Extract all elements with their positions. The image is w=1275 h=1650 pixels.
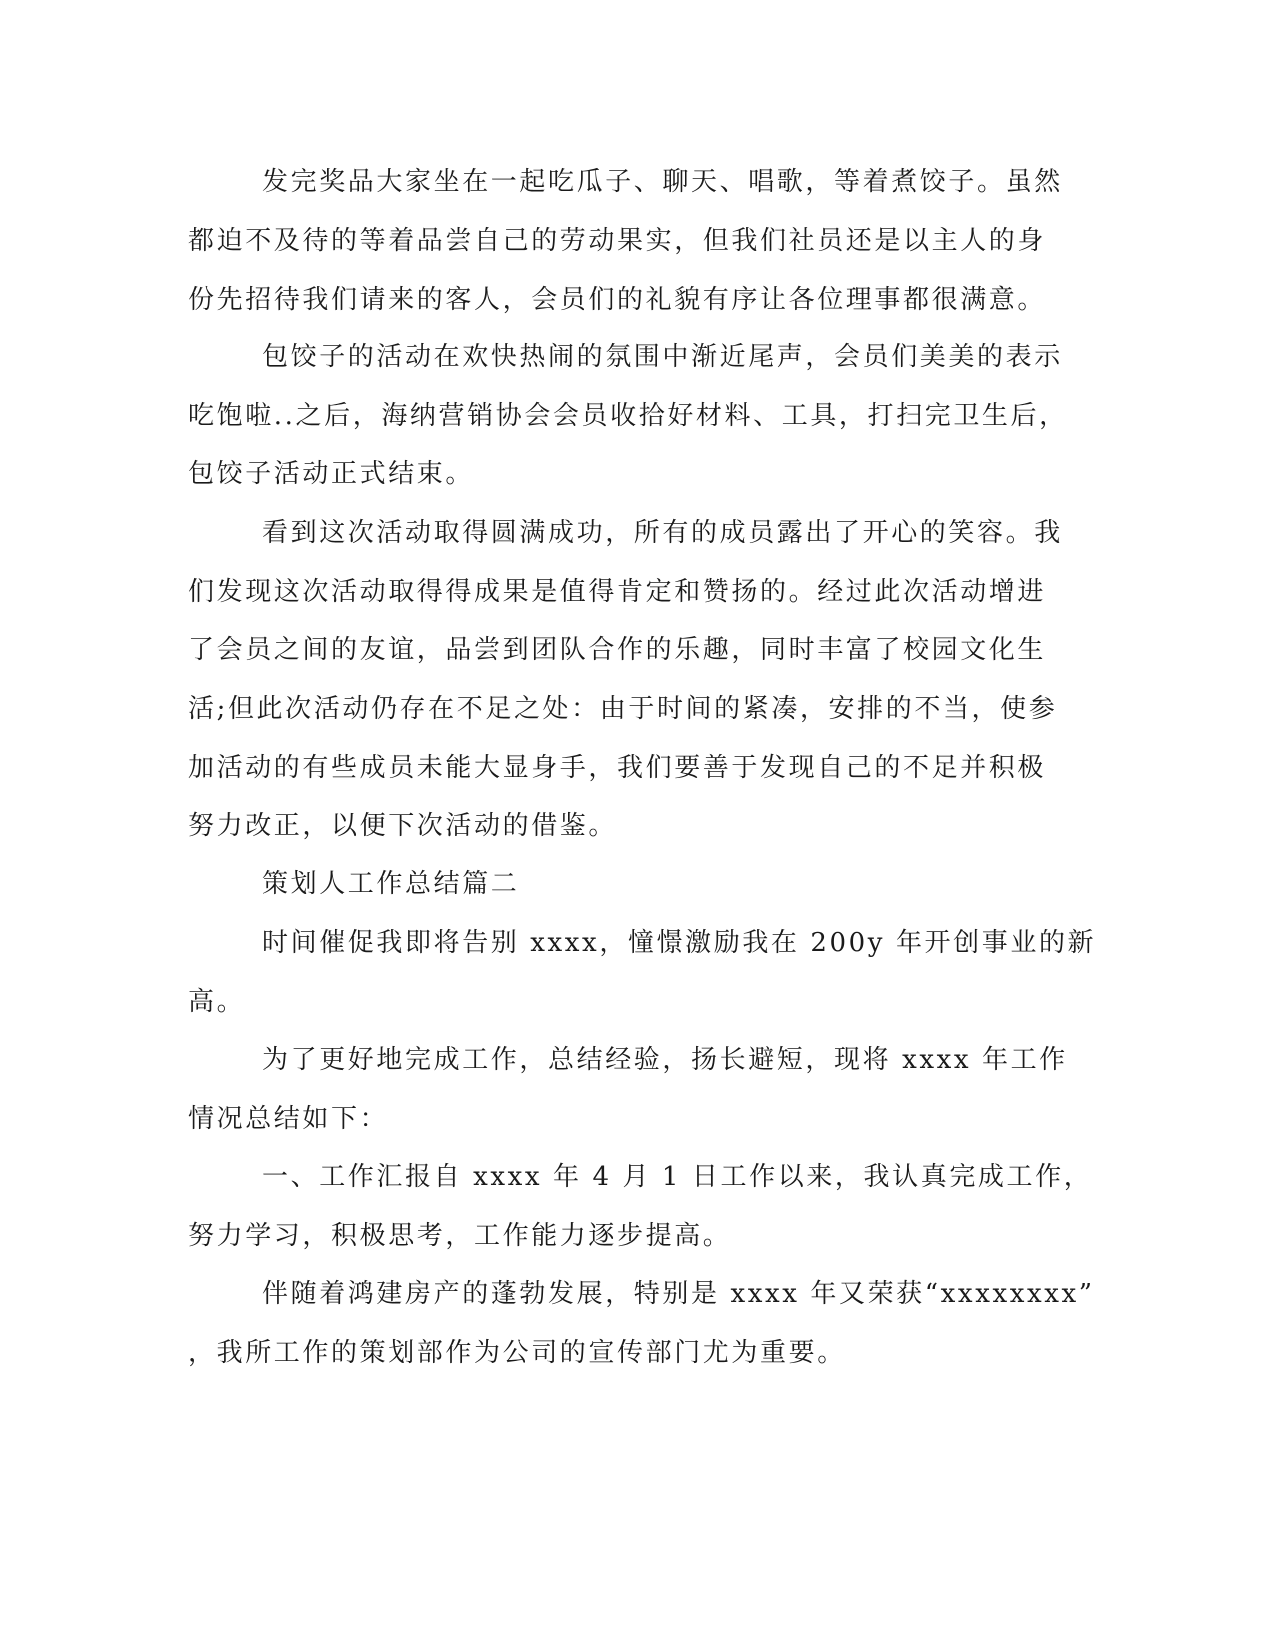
paragraph-line: 努力改正，以便下次活动的借鉴。 — [188, 811, 618, 841]
paragraph-line: 情况总结如下： — [188, 1104, 389, 1134]
paragraph-line: 份先招待我们请来的客人，会员们的礼貌有序让各位理事都很满意。 — [188, 285, 1047, 315]
paragraph-line: 们发现这次活动取得得成果是值得肯定和赞扬的。经过此次活动增进 — [188, 577, 1047, 607]
paragraph-line: 加活动的有些成员未能大显身手，我们要善于发现自己的不足并积极 — [188, 753, 1047, 783]
paragraph-line: 包饺子活动正式结束。 — [188, 459, 475, 489]
paragraph-line: 时间催促我即将告别 xxxx，憧憬激励我在 200y 年开创事业的新 — [262, 928, 1097, 958]
paragraph-line: 一、工作汇报自 xxxx 年 4 月 1 日工作以来，我认真完成工作， — [262, 1162, 1093, 1192]
paragraph-line: 包饺子的活动在欢快热闹的氛围中渐近尾声，会员们美美的表示 — [262, 342, 1063, 372]
paragraph-line: ，我所工作的策划部作为公司的宣传部门尤为重要。 — [188, 1338, 846, 1368]
paragraph-line: 看到这次活动取得圆满成功，所有的成员露出了开心的笑容。我 — [262, 518, 1063, 548]
paragraph-line: 都迫不及待的等着品尝自己的劳动果实，但我们社员还是以主人的身 — [188, 226, 1047, 256]
paragraph-line: 高。 — [188, 987, 246, 1017]
paragraph-line: 活;但此次活动仍存在不足之处：由于时间的紧凑，安排的不当，使参 — [188, 694, 1058, 724]
paragraph-line: 为了更好地完成工作，总结经验，扬长避短，现将 xxxx 年工作 — [262, 1045, 1068, 1075]
section-heading: 策划人工作总结篇二 — [262, 869, 520, 899]
paragraph-line: 努力学习，积极思考，工作能力逐步提高。 — [188, 1221, 732, 1251]
paragraph-line: 伴随着鸿建房产的蓬勃发展，特别是 xxxx 年又荣获“xxxxxxxx” — [262, 1279, 1095, 1309]
paragraph-line: 吃饱啦..之后，海纳营销协会会员收拾好材料、工具，打扫完卫生后， — [188, 401, 1068, 431]
paragraph-line: 发完奖品大家坐在一起吃瓜子、聊天、唱歌，等着煮饺子。虽然 — [262, 167, 1063, 197]
paragraph-line: 了会员之间的友谊，品尝到团队合作的乐趣，同时丰富了校园文化生 — [188, 635, 1047, 665]
